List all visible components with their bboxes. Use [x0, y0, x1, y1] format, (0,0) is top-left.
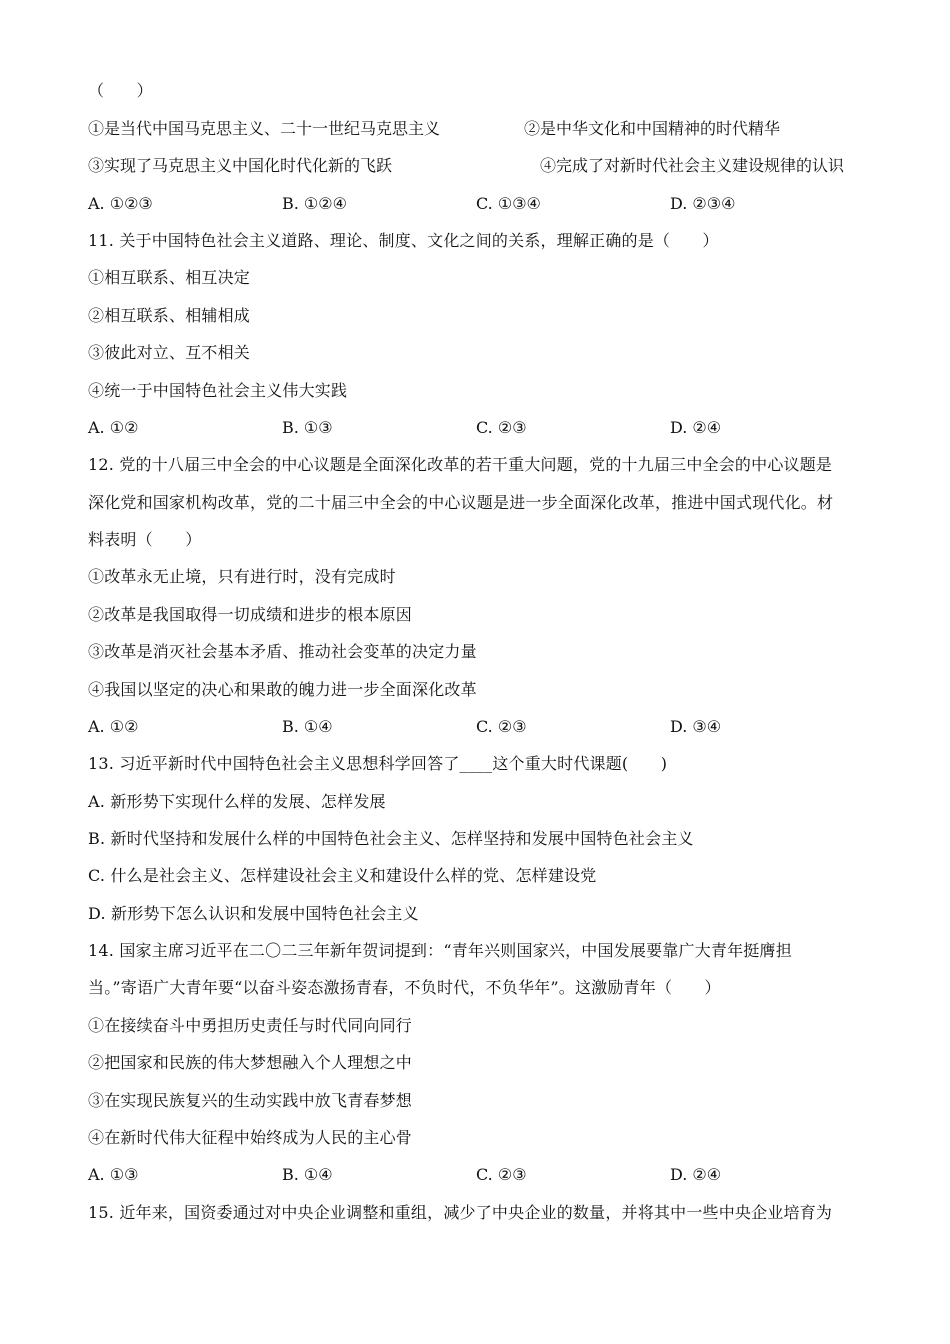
q14-option-c: C. ②③	[476, 1165, 527, 1184]
q14-option-b: B. ①④	[282, 1165, 333, 1184]
q12-stem-line-1: 12. 党的十八届三中全会的中心议题是全面深化改革的若干重大问题，党的十九届三中全会的中心议题是	[88, 455, 833, 474]
q12-stem-line-3: 料表明（ ）	[88, 530, 202, 549]
q11-statement-2: ②相互联系、相辅相成	[88, 306, 251, 325]
q15-stem: 15. 近年来，国资委通过对中央企业调整和重组，减少了中央企业的数量，并将其中一些中央企业培育为	[88, 1203, 833, 1222]
q12-statement-2: ②改革是我国取得一切成绩和进步的根本原因	[88, 605, 413, 624]
q10-option-b: B. ①②④	[282, 194, 347, 213]
q12-option-b: B. ①④	[282, 717, 333, 736]
q11-option-a: A. ①②	[88, 418, 139, 437]
q14-stem-line-2: 当。”寄语广大青年要“以奋斗姿态激扬青春，不负时代，不负华年”。这激励青年（ ）	[88, 978, 721, 997]
q10-paren: （ ）	[88, 81, 153, 100]
q14-stem-line-1: 14. 国家主席习近平在二〇二三年新年贺词提到：“青年兴则国家兴，中国发展要靠广大青年挺膺担	[88, 941, 792, 960]
q13-choice-d: D. 新形势下怎么认识和发展中国特色社会主义	[88, 904, 419, 923]
q13-choice-a: A. 新形势下实现什么样的发展、怎样发展	[88, 792, 386, 811]
q12-statement-4: ④我国以坚定的决心和果敢的魄力进一步全面深化改革	[88, 680, 477, 699]
q10-option-c: C. ①③④	[476, 194, 541, 213]
q14-option-d: D. ②④	[670, 1165, 722, 1184]
q11-stem: 11. 关于中国特色社会主义道路、理论、制度、文化之间的关系，理解正确的是（ ）	[88, 231, 719, 250]
q14-statement-1: ①在接续奋斗中勇担历史责任与时代同向同行	[88, 1016, 413, 1035]
q10-statement-4: ④完成了对新时代社会主义建设规律的认识	[540, 156, 845, 175]
q12-statement-3: ③改革是消灭社会基本矛盾、推动社会变革的决定力量	[88, 642, 477, 661]
q14-statement-3: ③在实现民族复兴的生动实践中放飞青春梦想	[88, 1091, 413, 1110]
q10-option-a: A. ①②③	[88, 194, 153, 213]
q13-choice-c: C. 什么是社会主义、怎样建设社会主义和建设什么样的党、怎样建设党	[88, 866, 597, 885]
q12-option-c: C. ②③	[476, 717, 527, 736]
q11-statement-1: ①相互联系、相互决定	[88, 268, 251, 287]
q13-stem: 13. 习近平新时代中国特色社会主义思想科学回答了____这个重大时代课题( )	[88, 754, 668, 773]
q14-statement-4: ④在新时代伟大征程中始终成为人民的主心骨	[88, 1128, 413, 1147]
q11-statement-3: ③彼此对立、互不相关	[88, 343, 251, 362]
q10-statement-3: ③实现了马克思主义中国化时代化新的飞跃	[88, 156, 393, 175]
q14-option-a: A. ①③	[88, 1165, 139, 1184]
q13-choice-b: B. 新时代坚持和发展什么样的中国特色社会主义、怎样坚持和发展中国特色社会主义	[88, 829, 694, 848]
q11-option-d: D. ②④	[670, 418, 722, 437]
q12-option-a: A. ①②	[88, 717, 139, 736]
q14-statement-2: ②把国家和民族的伟大梦想融入个人理想之中	[88, 1053, 413, 1072]
q10-option-d: D. ②③④	[670, 194, 736, 213]
q11-option-b: B. ①③	[282, 418, 333, 437]
q12-stem-line-2: 深化党和国家机构改革，党的二十届三中全会的中心议题是进一步全面深化改革，推进中国式现代化。材	[88, 493, 834, 512]
q10-statement-2: ②是中华文化和中国精神的时代精华	[524, 119, 781, 138]
q11-statement-4: ④统一于中国特色社会主义伟大实践	[88, 381, 348, 400]
q12-option-d: D. ③④	[670, 717, 722, 736]
q10-statement-1: ①是当代中国马克思主义、二十一世纪马克思主义	[88, 119, 441, 138]
q11-option-c: C. ②③	[476, 418, 527, 437]
q12-statement-1: ①改革永无止境，只有进行时，没有完成时	[88, 567, 396, 586]
